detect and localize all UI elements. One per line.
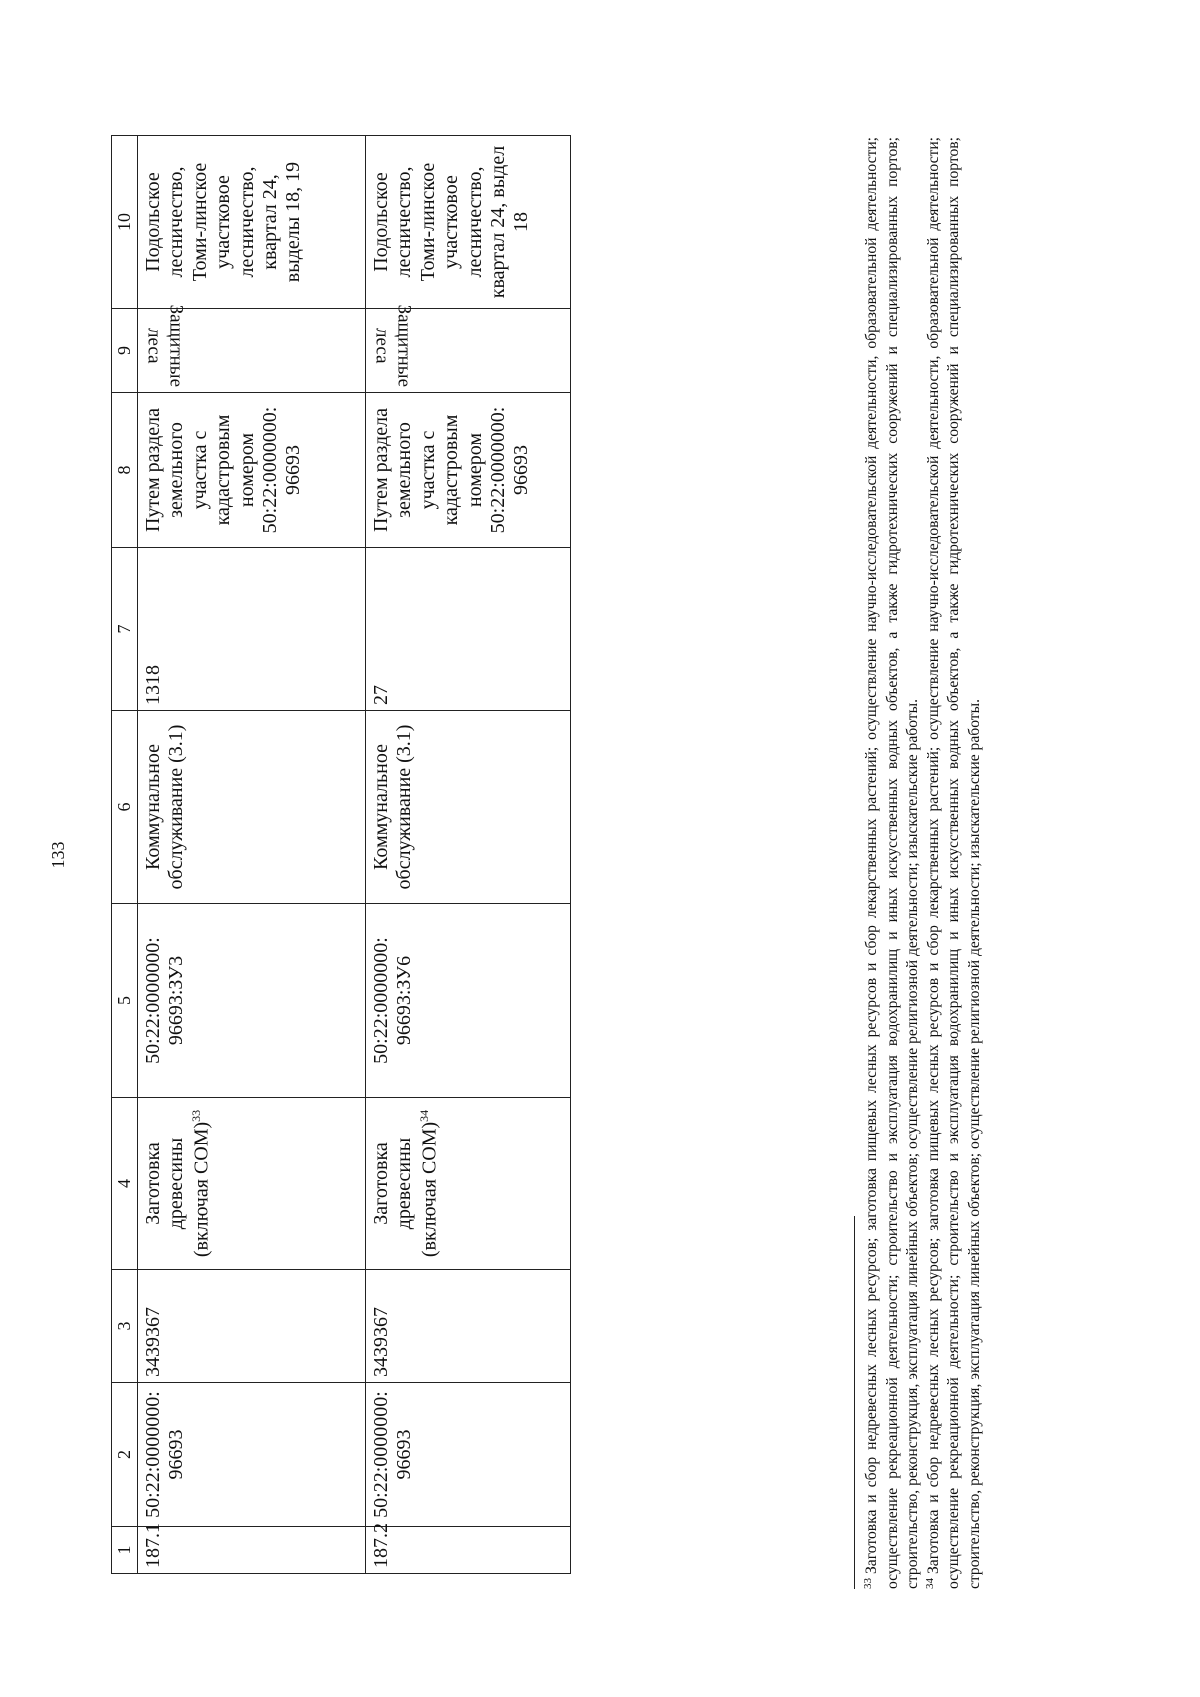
footnote-ref: 33 (188, 1109, 203, 1122)
footnote-separator (854, 1216, 855, 1589)
footnote-ref: 34 (416, 1109, 431, 1122)
location-cell: Подольское лесничество, Томи-линское участковое лесничество, квартал 24, выделы 18, 19 (138, 136, 366, 309)
area-cell: 3439367 (138, 1270, 366, 1383)
area-cell: 3439367 (366, 1270, 571, 1383)
permitted-use-text: Заготовка древесины (включая СОМ) (370, 1121, 441, 1258)
cadastral-number-cell: 50:22:0000000: 96693 (366, 1383, 571, 1527)
column-header-4: 4 (112, 1098, 138, 1270)
footnote-text: Заготовка и сбор недревесных лесных ресурсов; заготовка пищевых лесных ресурсов и сбор лекарственных растений; осуществление научно-исследовательской деятельности, образовательной деятельности; осуществление рекреационной деятельности; строительство и эксплуатация водохранилищ и иных искусственных водных объектов, а также гидротехнических сооружений и специализированных портов; строительство, реконструкция, эксплуатация линейных объектов; осуществление религиозной деятельности; изыскательские работы. (863, 137, 922, 1589)
column-header-7: 7 (112, 548, 138, 711)
plot-area-cell: 1318 (138, 548, 366, 711)
footnote-33 (862, 137, 924, 1589)
use-type-cell: Коммунальное обслуживание (3.1) (366, 711, 571, 904)
column-header-8: 8 (112, 393, 138, 548)
column-header-6: 6 (112, 711, 138, 904)
table-row (138, 136, 366, 1574)
permitted-use-cell (138, 1098, 366, 1270)
formation-method-cell: Путем раздела земельного участка с кадастровым номером 50:22:0000000: 96693 (366, 393, 571, 548)
permitted-use-cell (366, 1098, 571, 1270)
plot-number-cell: 50:22:0000000: 96693:ЗУ3 (138, 904, 366, 1098)
footnotes (862, 137, 985, 1589)
table-row (366, 136, 571, 1574)
forest-category-cell (366, 304, 571, 393)
plot-area-cell: 27 (366, 548, 571, 711)
footnote-mark: 33 (862, 1578, 874, 1589)
column-header-5: 5 (112, 904, 138, 1098)
use-type-cell: Коммунальное обслуживание (3.1) (138, 711, 366, 904)
land-plots-table (111, 135, 571, 1574)
forest-category-text: Защитные леса (143, 304, 187, 387)
footnote-mark: 34 (923, 1578, 936, 1589)
column-header-2: 2 (112, 1383, 138, 1527)
forest-category-cell (138, 304, 366, 393)
cadastral-number-cell: 50:22:0000000: 96693 (138, 1383, 366, 1527)
row-number-cell: 187.1 (138, 1527, 366, 1574)
page-number: 133 (48, 841, 68, 869)
row-number-cell: 187.2 (366, 1527, 571, 1574)
column-header-9: 9 (112, 309, 138, 393)
footnote-34 (924, 137, 986, 1589)
column-header-10: 10 (112, 136, 138, 309)
footnote-text: Заготовка и сбор недревесных лесных ресурсов; заготовка пищевых лесных ресурсов и сбор лекарственных растений; осуществление научно-исследовательской деятельности, образовательной деятельности; осуществление рекреационной деятельности; строительство и эксплуатация водохранилищ и иных искусственных водных объектов, а также гидротехнических сооружений и специализированных портов; строительство, реконструкция, эксплуатация линейных объектов; осуществление религиозной деятельности; изыскательские работы. (924, 137, 983, 1589)
plot-number-cell: 50:22:0000000: 96693:ЗУ6 (366, 904, 571, 1098)
location-cell: Подольское лесничество, Томи-линское участковое лесничество, квартал 24, выдел 18 (366, 136, 571, 309)
permitted-use-text: Заготовка древесины (включая СОМ) (142, 1121, 213, 1258)
forest-category-text: Защитные леса (371, 304, 415, 387)
column-header-1: 1 (112, 1527, 138, 1574)
formation-method-cell: Путем раздела земельного участка с кадастровым номером 50:22:0000000: 96693 (138, 393, 366, 548)
column-header-3: 3 (112, 1270, 138, 1383)
table-header-row (112, 136, 138, 1574)
